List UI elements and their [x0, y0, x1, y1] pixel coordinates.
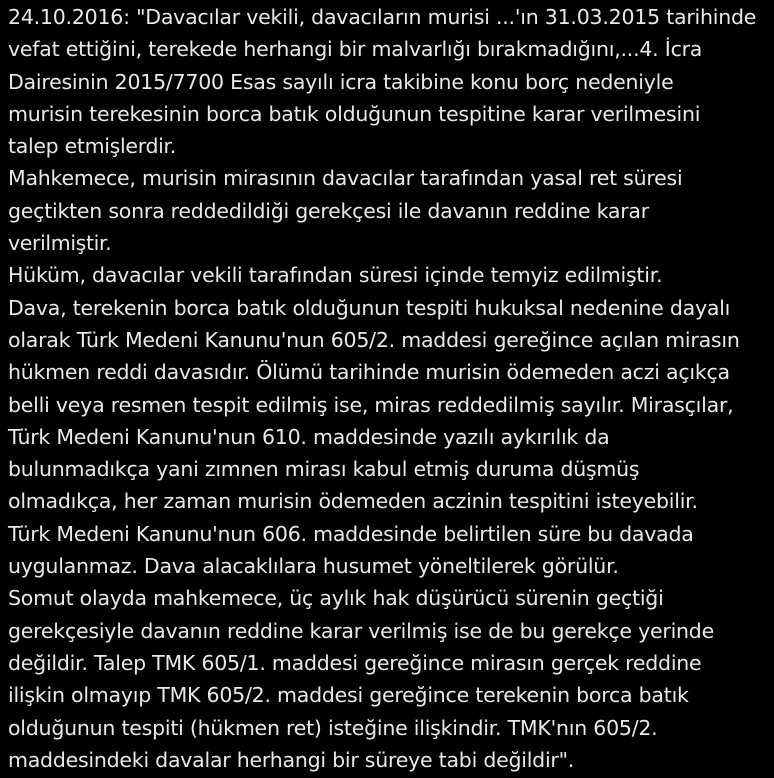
- post-text-line: bulunmadıkça yani zımnen mirası kabul etmiş duruma düşmüş: [8, 457, 640, 482]
- post-text-line: değildir. Talep TMK 605/1. maddesi gereğince mirasın gerçek reddine: [8, 650, 702, 675]
- post-text-line: verilmiştir.: [8, 231, 112, 256]
- post-text-line: ilişkin olmayıp TMK 605/2. maddesi gereğince terekenin borca batık: [8, 683, 689, 708]
- post-text-line: belli veya resmen tespit edilmiş ise, miras reddedilmiş sayılır. Mirasçılar,: [8, 392, 734, 417]
- post-text-line: Türk Medeni Kanunu'nun 606. maddesinde belirtilen süre bu davada: [8, 521, 694, 546]
- post-text-line: olarak Türk Medeni Kanunu'nun 605/2. maddesi gereğince açılan mirasın: [8, 327, 740, 352]
- post-text-line: uygulanmaz. Dava alacaklılara husumet yöneltilerek görülür.: [8, 554, 619, 579]
- post-text-line: olmadıkça, her zaman murisin ödemeden aczinin tespitini isteyebilir.: [8, 489, 698, 514]
- post-text-line: vefat ettiğini, terekede herhangi bir malvarlığı bırakmadığını,...4. İcra: [8, 37, 703, 62]
- post-text-line: murisin terekesinin borca batık olduğunun tespitine karar verilmesini: [8, 101, 701, 126]
- post-text-line: Mahkemece, murisin mirasının davacılar tarafından yasal ret süresi: [8, 166, 683, 191]
- post-text-line: olduğunun tespiti (hükmen ret) isteğine ilişkindir. TMK'nın 605/2.: [8, 715, 658, 740]
- post-text-line: Dava, terekenin borca batık olduğunun tespiti hukuksal nedenine dayalı: [8, 295, 731, 320]
- post-text: [8, 1, 774, 776]
- post-text-line: maddesindeki davalar herhangi bir süreye tabi değildir".: [8, 747, 575, 772]
- post-text-line: Hüküm, davacılar vekili tarafından süresi içinde temyiz edilmiştir.: [8, 263, 663, 288]
- post-text-line: gerekçesiyle davanın reddine karar verilmiş ise de bu gerekçe yerinde: [8, 618, 714, 643]
- post-text-line: 24.10.2016: "Davacılar vekili, davacıların murisi ...'ın 31.03.2015 tarihinde: [8, 5, 757, 29]
- post-text-line: Türk Medeni Kanunu'nun 610. maddesinde yazılı aykırılık da: [8, 424, 610, 449]
- post-text-line: Dairesinin 2015/7700 Esas sayılı icra takibine konu borç nedeniyle: [8, 69, 674, 94]
- post-text-line: geçtikten sonra reddedildiği gerekçesi ile davanın reddine karar: [8, 198, 649, 223]
- post-text-line: talep etmişlerdir.: [8, 134, 176, 159]
- post-text-line: Somut olayda mahkemece, üç aylık hak düşürücü sürenin geçtiği: [8, 586, 664, 611]
- post-text-line: hükmen reddi davasıdır. Ölümü tarihinde murisin ödemeden aczi açıkça: [8, 360, 730, 385]
